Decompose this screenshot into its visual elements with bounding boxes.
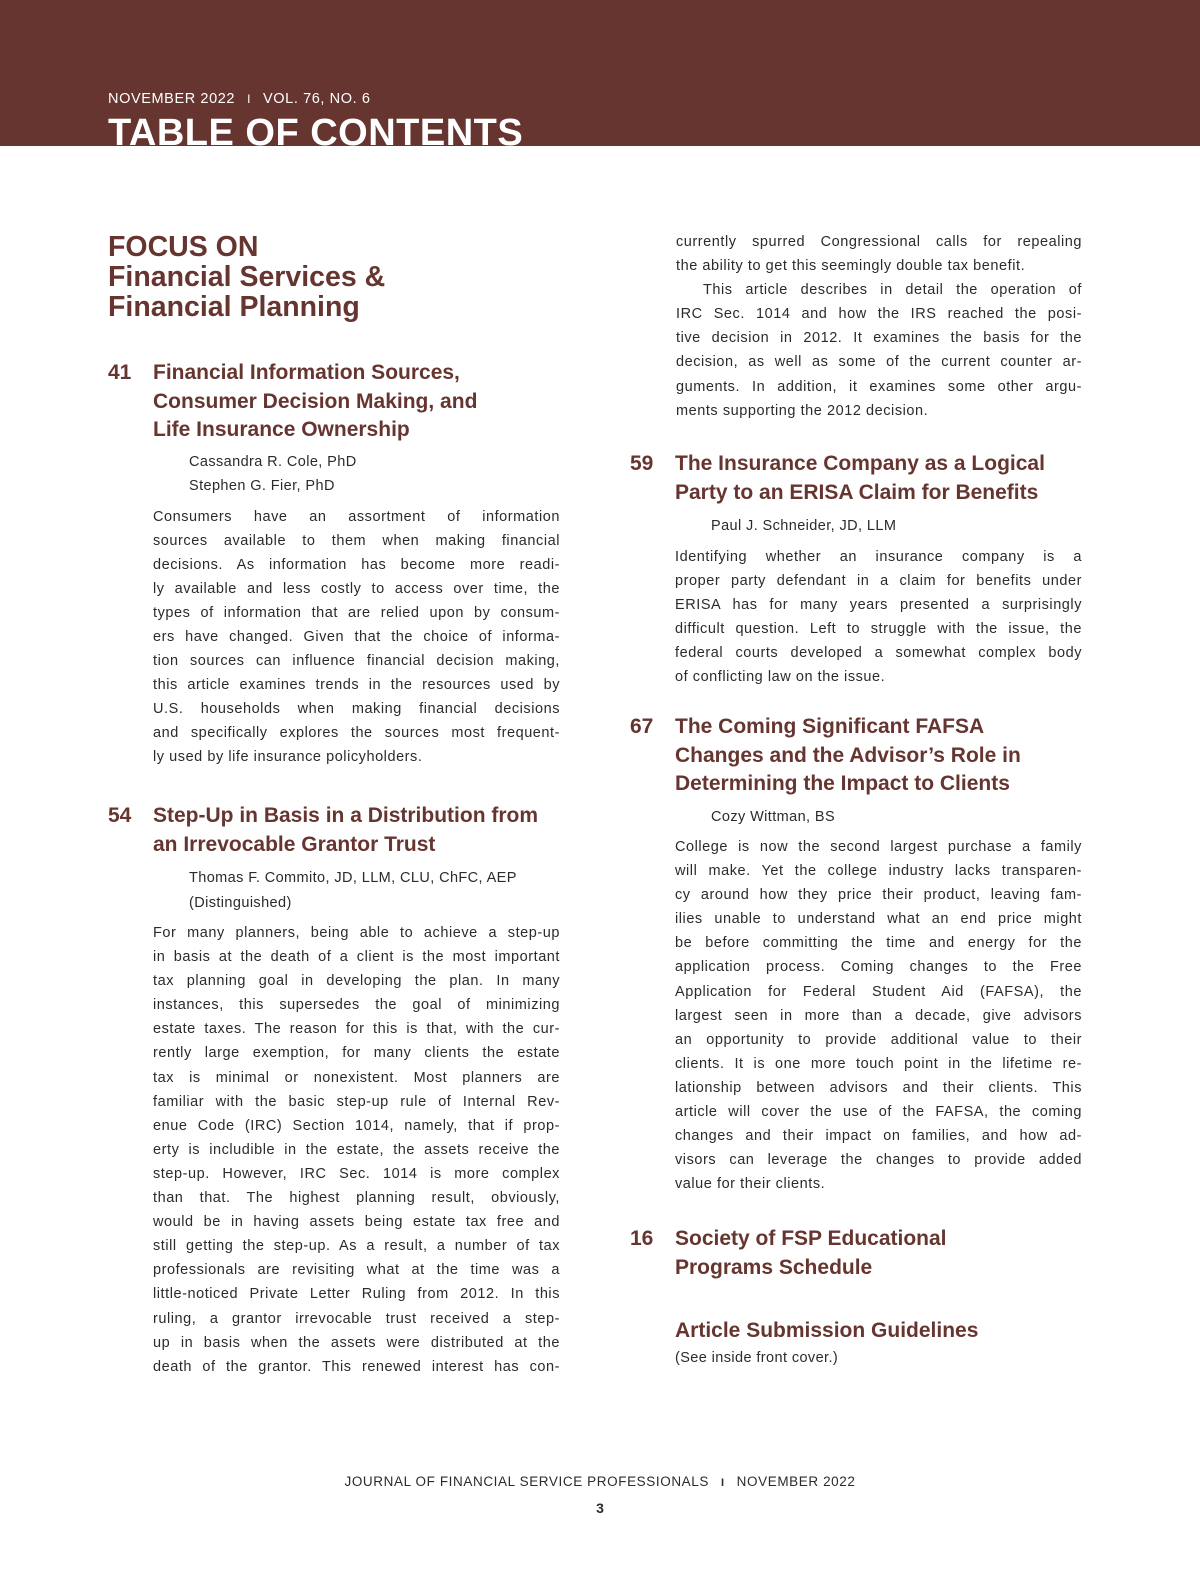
- article-title-line: Changes and the Advisor’s Role in: [675, 743, 1021, 767]
- article-abstract: [675, 545, 1082, 690]
- focus-heading: [108, 232, 528, 322]
- article-entry-41[interactable]: [108, 359, 560, 770]
- page-title: TABLE OF CONTENTS: [108, 112, 524, 146]
- abstract-line: instances, this supersedes the goal of minimizing: [153, 997, 560, 1014]
- article-title[interactable]: [153, 802, 560, 859]
- article-title-line: Step-Up in Basis in a Distribution from: [153, 804, 539, 827]
- abstract-line: tive decision in 2012. It examines the basis for the: [676, 330, 1082, 347]
- article-entry-16[interactable]: [630, 1225, 1082, 1282]
- abstract-line: tion sources can influence financial decision making,: [153, 653, 560, 670]
- abstract-line: rently large exemption, for many clients the estate: [153, 1045, 560, 1062]
- abstract-line: U.S. households when making financial decisions: [153, 701, 560, 718]
- abstract-line: ERISA has for many years presented a surprisingly: [675, 596, 1082, 613]
- abstract-line: difficult question. Left to struggle with the issue, the: [675, 620, 1082, 637]
- article-authors: [189, 866, 560, 915]
- issue-date: NOVEMBER 2022: [108, 91, 236, 107]
- abstract-line: article will cover the use of the FAFSA, the coming: [675, 1104, 1082, 1121]
- issue-line: [108, 91, 371, 107]
- abstract-line: College is now the second largest purchase a family: [675, 839, 1082, 855]
- abstract-line: currently spurred Congressional calls for repealing: [676, 234, 1082, 250]
- page-footer: [0, 1474, 1200, 1489]
- abstract-line: ly available and less costly to access over time, the: [153, 580, 560, 597]
- abstract-line: ments supporting the 2012 decision.: [676, 402, 929, 419]
- footer-separator: I: [721, 1477, 725, 1489]
- abstract-line: federal courts developed a somewhat complex body: [675, 644, 1082, 661]
- article-title-line: The Insurance Company as a Logical: [675, 452, 1045, 475]
- header-banner: [0, 0, 1200, 146]
- abstract-line: Consumers have an assortment of information: [153, 508, 560, 525]
- abstract-line: value for their clients.: [675, 1176, 826, 1193]
- abstract-line: death of the grantor. This renewed interest has con-: [153, 1358, 560, 1375]
- abstract-line: IRC Sec. 1014 and how the IRS reached the posi-: [676, 306, 1082, 323]
- article-title[interactable]: [675, 450, 1082, 507]
- submission-guidelines[interactable]: [630, 1317, 1082, 1366]
- article-page-number: 41: [108, 361, 132, 384]
- article-title-line: Party to an ERISA Claim for Benefits: [675, 480, 1039, 504]
- abstract-line: lationship between advisors and their clients. This: [675, 1079, 1082, 1096]
- abstract-line: For many planners, being able to achieve a step-up: [153, 925, 560, 941]
- abstract-line: Identifying whether an insurance company is a: [675, 548, 1082, 565]
- abstract-line: ruling, a grantor irrevocable trust received a step-: [153, 1310, 560, 1327]
- abstract-line: the ability to get this seemingly double tax benefit.: [676, 258, 1026, 275]
- abstract-line: tax is minimal or nonexistent. Most planners are: [153, 1069, 560, 1086]
- abstract-line: changes and their impact on families, and how ad-: [675, 1128, 1082, 1145]
- author-name: Paul J. Schneider, JD, LLM: [711, 518, 897, 534]
- article-title-line: The Coming Significant FAFSA: [675, 715, 985, 738]
- article-abstract: [153, 505, 560, 770]
- article-authors: [711, 805, 1082, 830]
- abstract-line: would be in having assets being estate tax free and: [153, 1214, 560, 1231]
- article-title[interactable]: [675, 1225, 1082, 1282]
- author-name: Thomas F. Commito, JD, LLM, CLU, ChFC, AEP: [189, 870, 517, 886]
- author-name: (Distinguished): [189, 894, 292, 911]
- abstract-line: visors can leverage the changes to provide added: [675, 1152, 1082, 1169]
- article-title[interactable]: [153, 359, 560, 445]
- focus-line-2: Financial Services &: [108, 261, 386, 293]
- article-abstract: [675, 835, 1082, 1196]
- abstract-line: erty is includible in the estate, the assets receive the: [153, 1141, 560, 1158]
- abstract-line: estate taxes. The reason for this is that, with the cur-: [153, 1021, 560, 1038]
- abstract-line: clients. It is one more touch point in the lifetime re-: [675, 1055, 1082, 1072]
- abstract-line: step-up. However, IRC Sec. 1014 is more complex: [153, 1165, 560, 1182]
- abstract-line: decision, as well as some of the current counter ar-: [676, 354, 1082, 371]
- author-name: Stephen G. Fier, PhD: [189, 478, 335, 494]
- focus-line-3: Financial Planning: [108, 291, 360, 323]
- abstract-line: up in basis when the assets were distributed at the: [153, 1334, 560, 1351]
- abstract-line: little-noticed Private Letter Ruling from 2012. In this: [153, 1286, 560, 1303]
- abstract-line: proper party defendant in a claim for benefits under: [675, 572, 1082, 589]
- abstract-line: guments. In addition, it examines some other argu-: [676, 378, 1082, 395]
- article-page-number: 67: [630, 715, 654, 738]
- abstract-line: This article describes in detail the operation of: [703, 282, 1082, 299]
- article-authors: [711, 514, 1082, 539]
- guidelines-title[interactable]: Article Submission Guidelines: [675, 1319, 979, 1342]
- author-name: Cassandra R. Cole, PhD: [189, 453, 357, 470]
- article-page-number: 16: [630, 1227, 654, 1250]
- article-title-line: Determining the Impact to Clients: [675, 772, 1010, 795]
- focus-line-1: FOCUS ON: [108, 231, 259, 263]
- abstract-line: will make. Yet the college industry lacks transparen-: [675, 863, 1082, 880]
- abstract-line: decisions. As information has become more readi-: [153, 556, 560, 573]
- article-entry-54[interactable]: [108, 802, 560, 1379]
- guidelines-note: (See inside front cover.): [675, 1349, 839, 1366]
- author-name: Cozy Wittman, BS: [711, 808, 836, 825]
- article-title-line: an Irrevocable Grantor Trust: [153, 832, 436, 856]
- article-entry-67[interactable]: [630, 713, 1082, 1196]
- article-title-line: Society of FSP Educational: [675, 1227, 947, 1250]
- abstract-line: this article examines trends in the resources used by: [153, 677, 560, 694]
- issue-volume: VOL. 76, NO. 6: [263, 91, 371, 107]
- abstract-line: types of information that are relied upon by consum-: [153, 604, 560, 621]
- abstract-line: be before committing the time and energy for the: [675, 935, 1082, 952]
- article-title-line: Financial Information Sources,: [153, 361, 460, 384]
- article-title-line: Life Insurance Ownership: [153, 418, 410, 441]
- article-54-continuation: [676, 230, 1082, 423]
- article-authors: [189, 450, 560, 499]
- abstract-line: professionals are revisiting what at the time was a: [153, 1262, 560, 1279]
- abstract-line: of conflicting law on the issue.: [675, 668, 886, 685]
- abstract-line: Application for Federal Student Aid (FAFSA), the: [675, 983, 1082, 1000]
- abstract-line: in basis at the death of a client is the most important: [153, 949, 560, 966]
- abstract-line: enue Code (IRC) Section 1014, namely, that if prop-: [153, 1117, 560, 1134]
- article-page-number: 54: [108, 804, 132, 827]
- footer-journal: JOURNAL OF FINANCIAL SERVICE PROFESSIONALS: [344, 1474, 709, 1489]
- article-page-number: 59: [630, 452, 654, 475]
- abstract-line: familiar with the basic step-up rule of Internal Rev-: [153, 1093, 560, 1110]
- article-abstract: [153, 921, 560, 1379]
- abstract-line: an opportunity to provide additional value to their: [675, 1031, 1082, 1048]
- abstract-line: ers have changed. Given that the choice of informa-: [153, 628, 560, 645]
- abstract-line: ilies unable to understand what an end price might: [675, 911, 1082, 928]
- article-title[interactable]: [675, 713, 1082, 799]
- article-title-line: Consumer Decision Making, and: [153, 389, 478, 413]
- abstract-line: application process. Coming changes to the Free: [675, 959, 1082, 976]
- article-entry-59[interactable]: [630, 450, 1082, 689]
- issue-separator: I: [247, 92, 252, 106]
- article-title-line: Programs Schedule: [675, 1255, 873, 1279]
- abstract-line: still getting the step-up. As a result, a number of tax: [153, 1238, 560, 1255]
- page-number: 3: [596, 1500, 604, 1516]
- abstract-line: sources available to them when making financial: [153, 532, 560, 549]
- abstract-line: ly used by life insurance policyholders.: [153, 749, 423, 766]
- abstract-line: cy around how they price their product, leaving fam-: [675, 887, 1082, 904]
- abstract-line: and specifically explores the sources most frequent-: [153, 725, 560, 742]
- abstract-line: than that. The highest planning result, obviously,: [153, 1190, 560, 1207]
- footer-date: NOVEMBER 2022: [736, 1474, 856, 1489]
- abstract-line: largest seen in more than a decade, give advisors: [675, 1007, 1082, 1024]
- abstract-line: tax planning goal in developing the plan. In many: [153, 973, 560, 990]
